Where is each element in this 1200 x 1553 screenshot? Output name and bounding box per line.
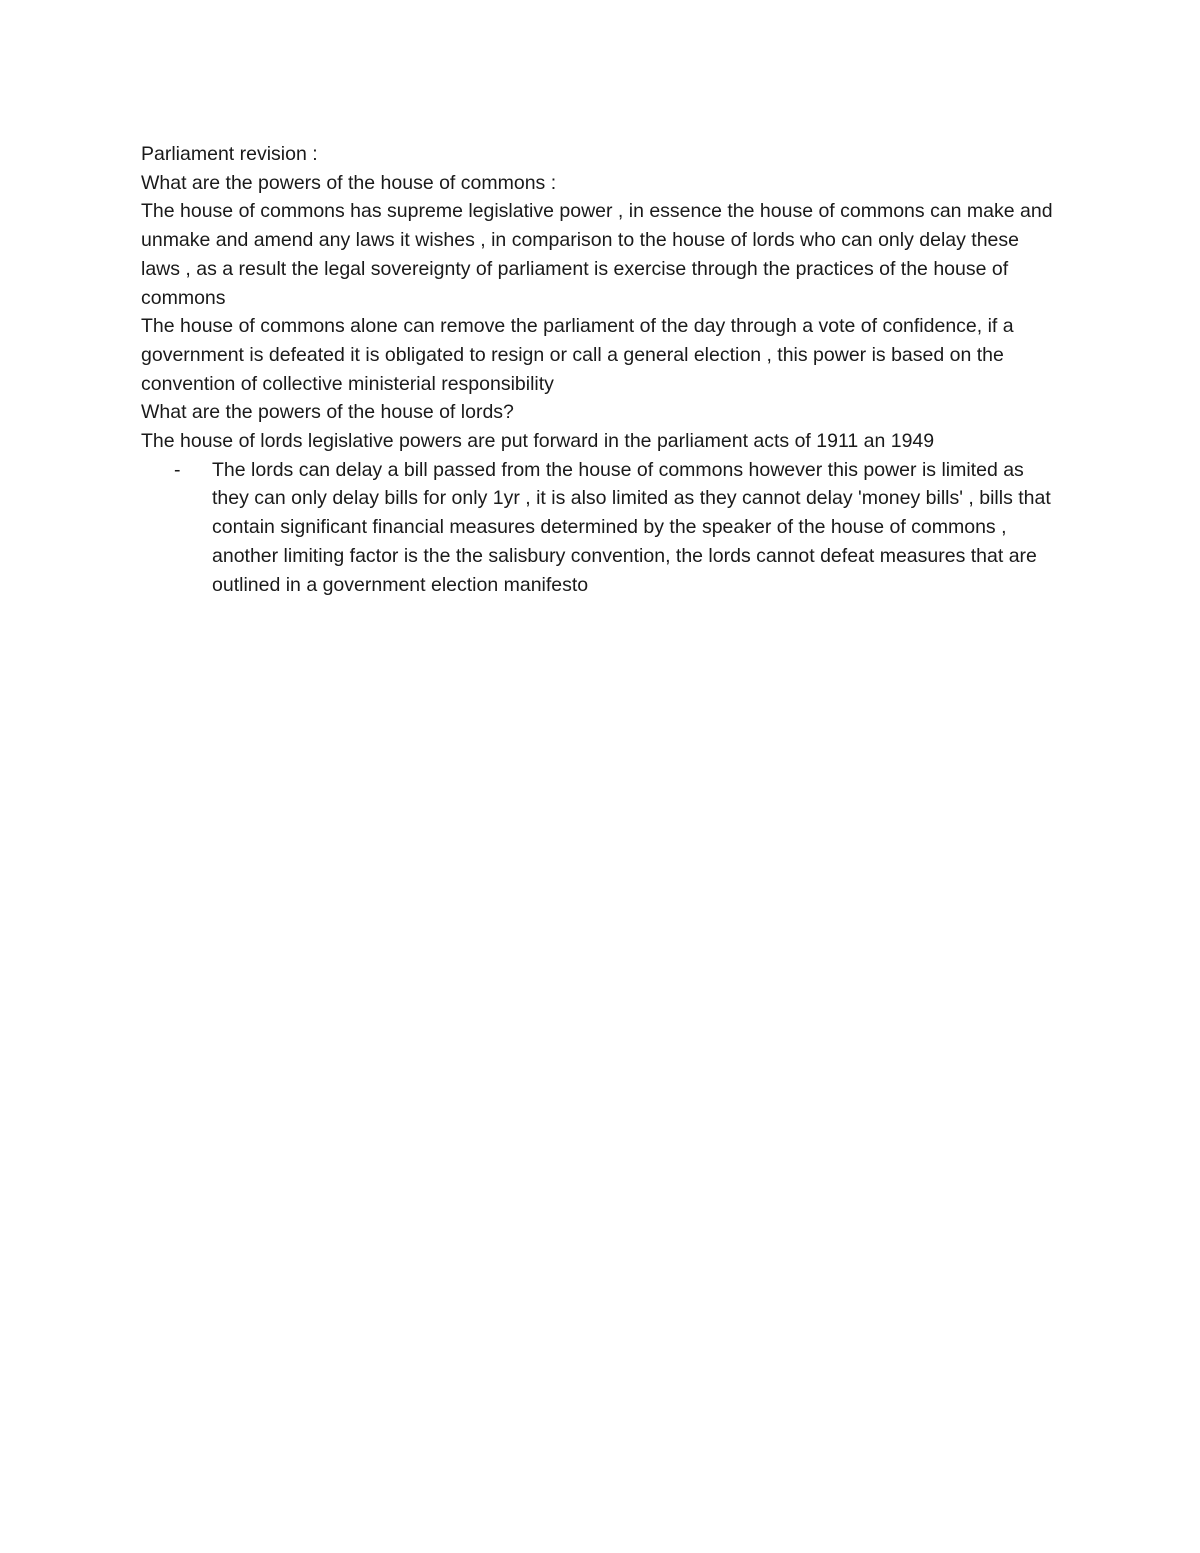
list-item [141, 456, 1061, 600]
section-heading-commons: What are the powers of the house of commons : [141, 171, 557, 194]
section-heading-lords: What are the powers of the house of lords? [141, 401, 514, 424]
bullet-list [141, 456, 1061, 600]
document-body [141, 140, 1061, 599]
paragraph-commons-confidence-vote: The house of commons alone can remove the parliament of the day through a vote of confidence, if a government is defeated it is obligated to resign or call a general election , this power is based on the convention of collective ministerial responsibility [141, 315, 1014, 395]
paragraph-lords-intro: The house of lords legislative powers are put forward in the parliament acts of 1911 an 1949 [141, 430, 935, 453]
list-item-text: The lords can delay a bill passed from the house of commons however this power is limited as they can only delay bills for only 1yr , it is also limited as they cannot delay 'money bills' , bills that contain significant financial measures determined by the speaker of the house of commons , another limiting factor is the the salisbury convention, the lords cannot defeat measures that are outlined in a government election manifesto [212, 458, 1051, 596]
bullet-dash-marker: - [174, 458, 181, 481]
paragraph-commons-legislative-power: The house of commons has supreme legislative power , in essence the house of commons can make and unmake and amend any laws it wishes , in comparison to the house of lords who can only delay these laws , as a result the legal sovereignty of parliament is exercise through the practices of the house of commons [141, 200, 1053, 309]
document-title: Parliament revision : [141, 143, 318, 165]
